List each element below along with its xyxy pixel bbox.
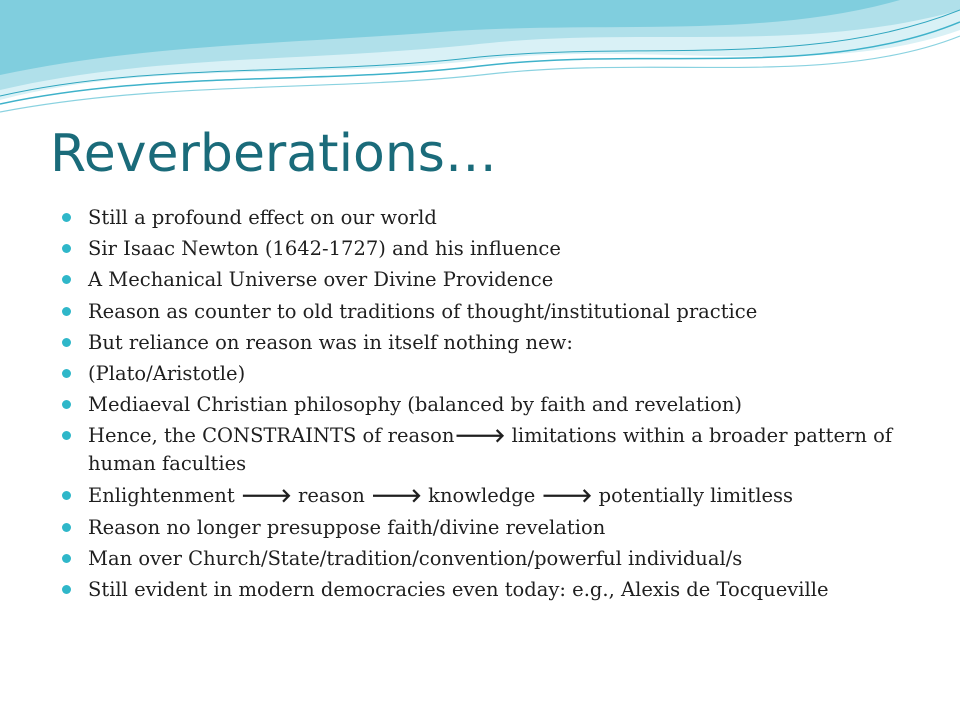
bullet-text: knowledge	[421, 483, 542, 507]
bullet-dot-icon	[62, 369, 71, 378]
bullet-dot-icon	[62, 400, 71, 409]
bullet-text: Man over Church/State/tradition/convention/powerful individual/s	[88, 546, 743, 570]
bullet-list	[62, 204, 922, 607]
bullet-item	[62, 391, 922, 418]
slide-title: Reverberations…	[50, 124, 497, 184]
bullet-text: reason	[291, 483, 372, 507]
right-arrow-icon: 🡒	[371, 484, 422, 507]
bullet-item	[62, 235, 922, 262]
bullet-item	[62, 329, 922, 356]
bullet-dot-icon	[62, 554, 71, 563]
bullet-text: (Plato/Aristotle)	[88, 361, 246, 385]
bullet-item	[62, 482, 922, 510]
bullet-dot-icon	[62, 275, 71, 284]
bullet-dot-icon	[62, 307, 71, 316]
bullet-item	[62, 545, 922, 572]
wave-header-decoration	[0, 0, 960, 125]
bullet-text: But reliance on reason was in itself nothing new:	[88, 330, 573, 354]
bullet-text: Reason no longer presuppose faith/divine revelation	[88, 515, 606, 539]
bullet-text: A Mechanical Universe over Divine Providence	[88, 268, 554, 292]
bullet-dot-icon	[62, 585, 71, 594]
right-arrow-icon: 🡒	[541, 484, 593, 507]
right-arrow-icon: 🡒	[240, 484, 292, 507]
bullet-dot-icon	[62, 244, 71, 253]
bullet-dot-icon	[62, 338, 71, 347]
bullet-dot-icon	[62, 523, 71, 532]
right-arrow-icon: 🡒	[454, 425, 506, 448]
bullet-text: Still a profound effect on our world	[88, 206, 437, 229]
bullet-text: Enlightenment	[88, 483, 241, 507]
bullet-text: limitations within a broader pattern of human faculties	[88, 424, 893, 476]
bullet-text: potentially limitless	[592, 483, 794, 507]
bullet-item	[62, 514, 922, 541]
bullet-text: Hence, the CONSTRAINTS of reason	[88, 424, 455, 448]
bullet-dot-icon	[62, 491, 71, 500]
bullet-dot-icon	[62, 431, 71, 440]
bullet-item	[62, 298, 922, 325]
bullet-item	[62, 422, 922, 477]
bullet-item	[62, 576, 922, 603]
bullet-text: Mediaeval Christian philosophy (balanced by faith and revelation)	[88, 393, 743, 417]
bullet-item	[62, 204, 922, 231]
bullet-item	[62, 360, 922, 387]
bullet-dot-icon	[62, 213, 71, 222]
bullet-item	[62, 266, 922, 293]
bullet-text: Reason as counter to old traditions of thought/institutional practice	[88, 299, 758, 323]
bullet-text: Sir Isaac Newton (1642-1727) and his influence	[88, 237, 561, 261]
bullet-text: Still evident in modern democracies even today: e.g., Alexis de Tocqueville	[88, 578, 829, 602]
